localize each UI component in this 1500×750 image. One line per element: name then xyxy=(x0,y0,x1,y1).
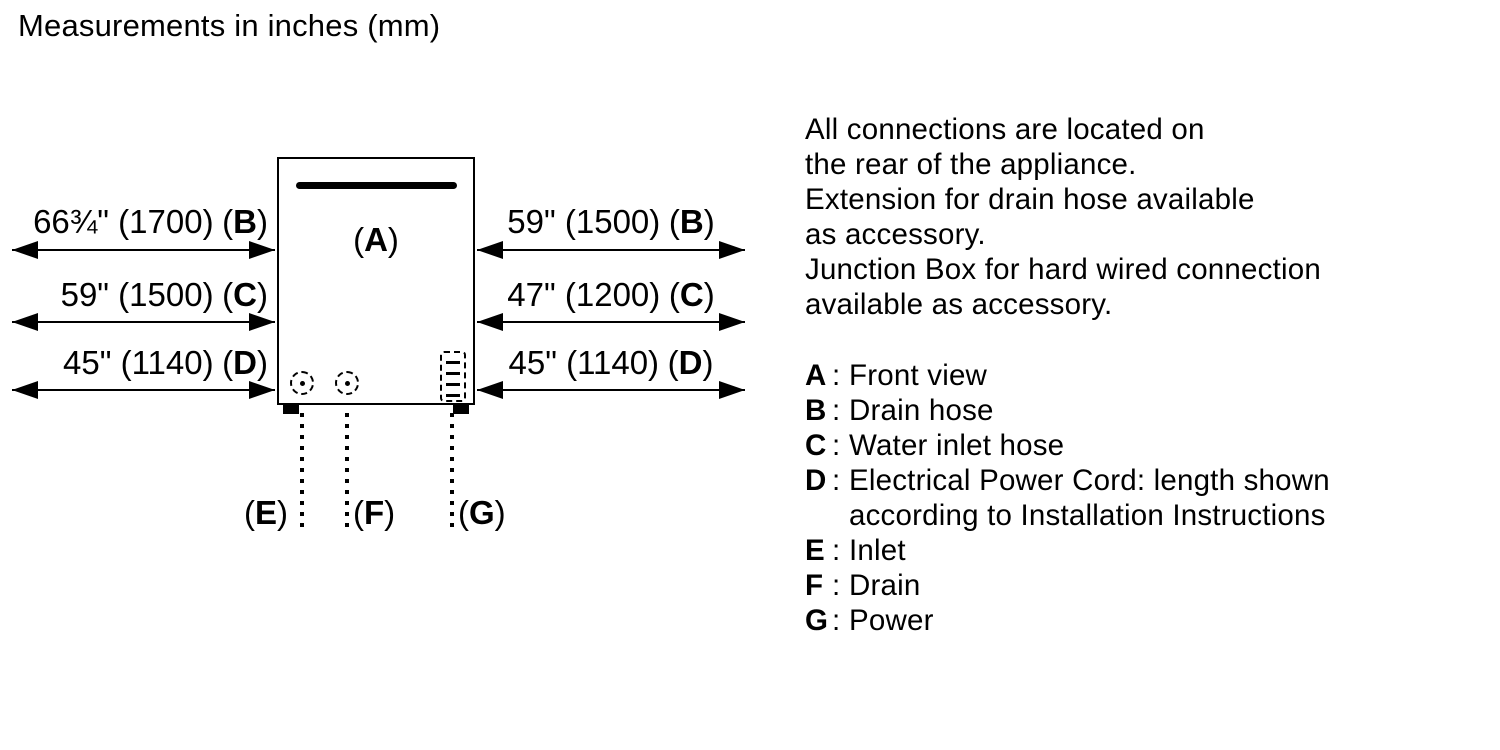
dimension-label-left-power-cord xyxy=(0,344,268,382)
dimension-ref-open: ( xyxy=(668,203,680,240)
note-line: the rear of the appliance. xyxy=(805,148,1137,181)
legend-label: Drain xyxy=(849,569,921,602)
legend-key: G xyxy=(805,604,829,637)
label-close: ) xyxy=(384,494,396,531)
legend-key: C xyxy=(805,429,827,462)
legend-label-continued: according to Installation Instructions xyxy=(849,499,1326,532)
label-letter: E xyxy=(255,494,278,531)
legend xyxy=(805,358,1470,638)
appliance-label xyxy=(279,221,473,259)
dimension-label-right-water-inlet xyxy=(477,276,745,314)
legend-item-e xyxy=(805,533,1470,568)
dimension-ref-letter: B xyxy=(233,203,257,240)
appliance-handle-bar xyxy=(296,182,457,189)
legend-colon: : xyxy=(832,394,841,427)
legend-colon: : xyxy=(832,534,841,567)
dimension-value: 59" (1500) xyxy=(60,276,214,313)
legend-label: Water inlet hose xyxy=(849,429,1065,462)
dimension-label-left-drain-hose xyxy=(0,203,268,241)
drain-label xyxy=(353,494,395,532)
label-close: ) xyxy=(494,494,506,531)
label-letter: F xyxy=(364,494,385,531)
drain-dotted-line xyxy=(345,413,349,533)
legend-label: Drain hose xyxy=(849,394,994,427)
dimension-ref-letter: C xyxy=(233,276,257,313)
dimension-arrow-left-d xyxy=(12,389,275,391)
dimension-ref-open: ( xyxy=(222,276,234,313)
appliance-foot-right xyxy=(453,405,469,414)
legend-key: B xyxy=(805,394,827,427)
dimension-label-right-drain-hose xyxy=(477,203,745,241)
label-open: ( xyxy=(458,494,469,531)
legend-key: F xyxy=(805,569,824,602)
dimension-arrow-right-b xyxy=(477,249,745,251)
appliance-foot-left xyxy=(283,405,299,414)
legend-label: Inlet xyxy=(849,534,906,567)
label-open: ( xyxy=(353,494,364,531)
dimension-ref-open: ( xyxy=(222,203,234,240)
legend-item-d xyxy=(805,463,1470,533)
inlet-port-icon xyxy=(290,371,314,395)
legend-item-b xyxy=(805,393,1470,428)
dimension-ref-letter: C xyxy=(679,276,704,313)
note-line: Junction Box for hard wired connection xyxy=(805,253,1321,286)
dimension-value: 45" (1140) xyxy=(508,344,660,381)
dimension-value: 66¾" (1700) xyxy=(33,203,214,240)
inlet-dotted-line xyxy=(300,413,304,533)
label-open: ( xyxy=(244,494,255,531)
connection-notes xyxy=(805,112,1475,322)
legend-key: D xyxy=(805,464,827,497)
legend-label: Electrical Power Cord: length shown xyxy=(849,464,1330,497)
appliance-label-letter: A xyxy=(364,221,388,258)
power-dotted-line xyxy=(450,413,454,533)
note-line: All connections are located on xyxy=(805,113,1205,146)
dimension-ref-letter: D xyxy=(233,344,257,381)
page-title: Measurements in inches (mm) xyxy=(18,8,441,43)
legend-label: Front view xyxy=(849,359,988,392)
label-letter: G xyxy=(469,494,495,531)
dimension-arrow-right-c xyxy=(477,321,745,323)
legend-colon: : xyxy=(832,464,841,497)
dimension-value: 47" (1200) xyxy=(507,276,661,313)
dimension-ref-close: ) xyxy=(257,203,268,240)
legend-colon: : xyxy=(832,359,841,392)
note-line: Extension for drain hose available xyxy=(805,183,1255,216)
dimension-value: 59" (1500) xyxy=(507,203,661,240)
appliance-label-open: ( xyxy=(353,221,365,258)
note-line: as accessory. xyxy=(805,218,986,251)
dimension-ref-close: ) xyxy=(257,276,268,313)
appliance-front-view xyxy=(277,157,475,405)
legend-item-c xyxy=(805,428,1470,463)
power-label xyxy=(458,494,506,532)
dimension-ref-letter: D xyxy=(678,344,703,381)
dimension-ref-close: ) xyxy=(703,203,715,240)
note-line: available as accessory. xyxy=(805,288,1113,321)
dimension-ref-open: ( xyxy=(667,344,679,381)
dimension-ref-open: ( xyxy=(668,276,680,313)
legend-key: A xyxy=(805,359,827,392)
legend-colon: : xyxy=(832,569,841,602)
dimension-ref-close: ) xyxy=(257,344,268,381)
drain-port-icon xyxy=(335,371,359,395)
appliance-label-close: ) xyxy=(387,221,399,258)
legend-label: Power xyxy=(849,604,934,637)
legend-key: E xyxy=(805,534,825,567)
dimension-ref-open: ( xyxy=(222,344,234,381)
legend-item-a xyxy=(805,358,1470,393)
dimension-arrow-left-c xyxy=(12,321,275,323)
power-cord-plug-icon xyxy=(440,351,466,402)
legend-colon: : xyxy=(832,604,841,637)
legend-item-f xyxy=(805,568,1470,603)
dimension-value: 45" (1140) xyxy=(63,344,214,381)
dimension-label-left-water-inlet xyxy=(0,276,268,314)
legend-item-g xyxy=(805,603,1470,638)
legend-colon: : xyxy=(832,429,841,462)
dimension-arrow-left-b xyxy=(12,249,275,251)
dimension-arrow-right-d xyxy=(477,389,745,391)
label-close: ) xyxy=(277,494,289,531)
dimension-ref-close: ) xyxy=(702,344,714,381)
dimension-ref-close: ) xyxy=(703,276,715,313)
dimension-ref-letter: B xyxy=(679,203,704,240)
dimension-label-right-power-cord xyxy=(477,344,745,382)
inlet-label xyxy=(244,494,288,532)
